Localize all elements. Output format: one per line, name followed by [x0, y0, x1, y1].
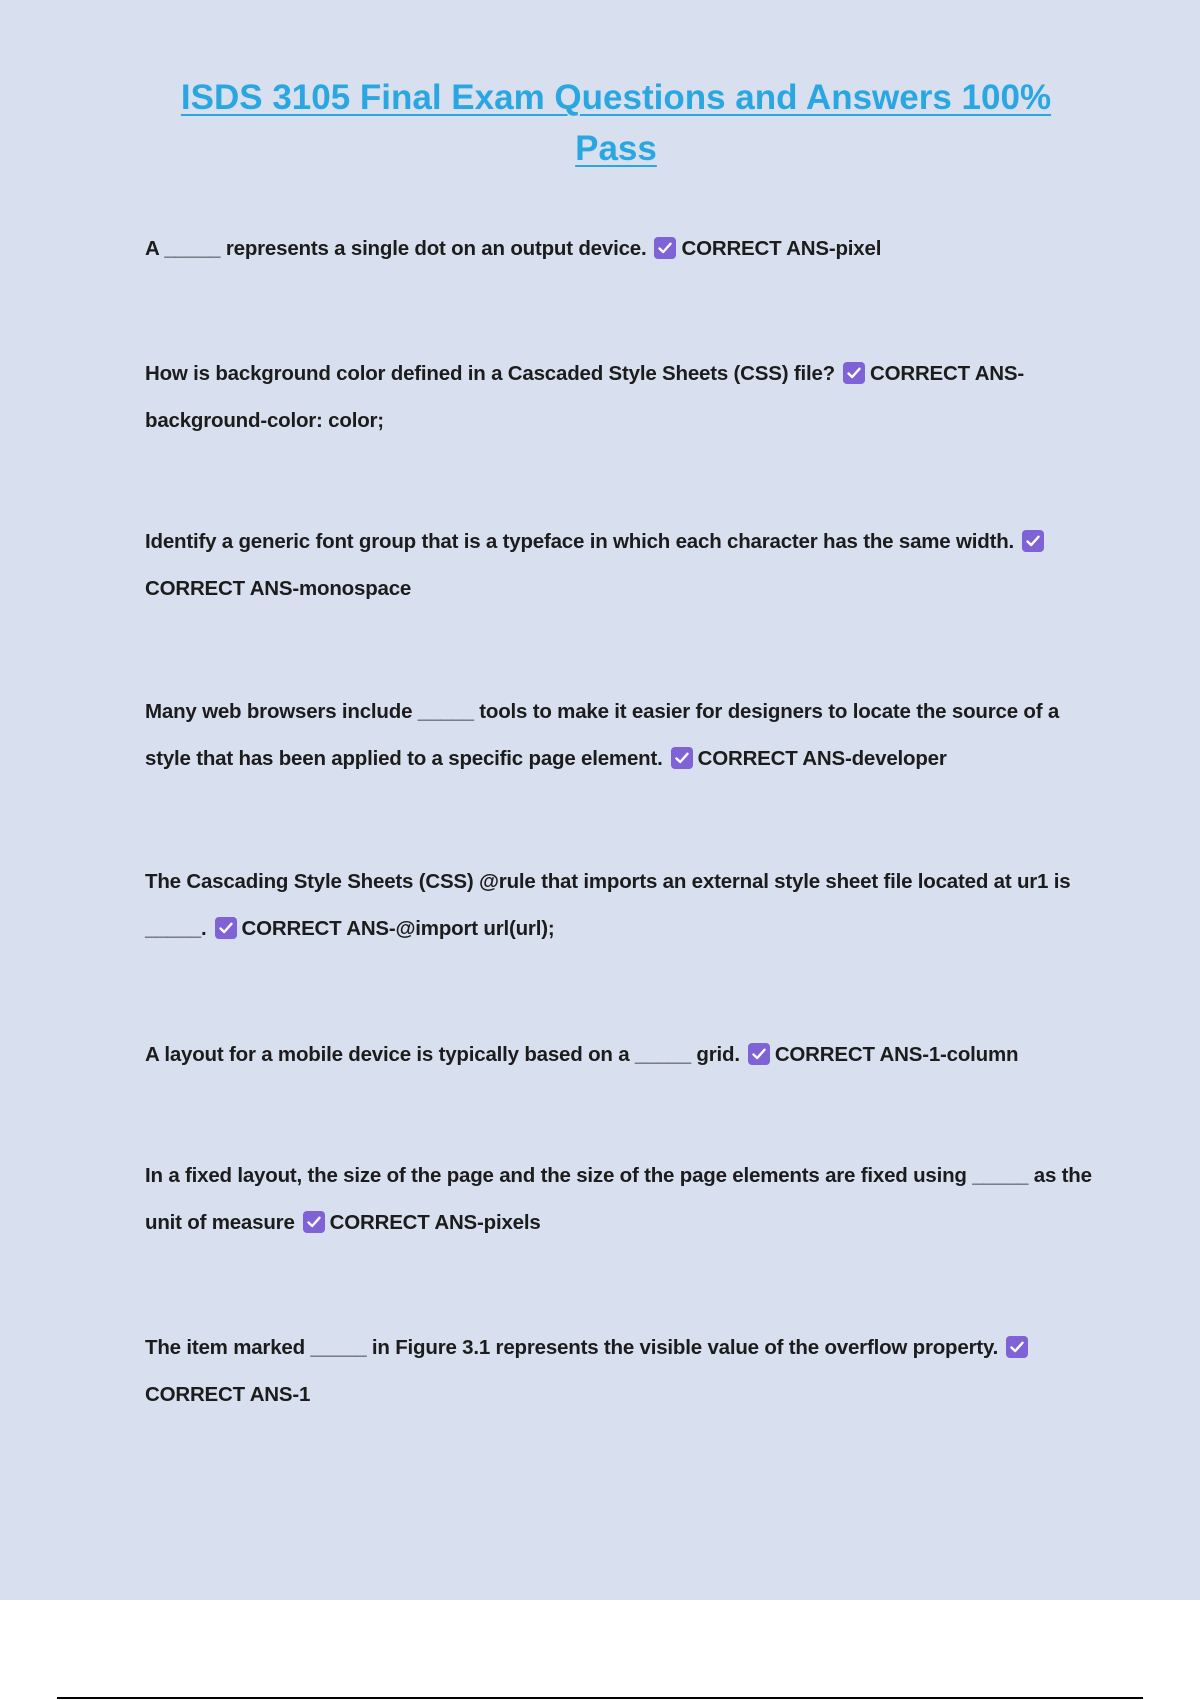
answer-text: CORRECT ANS-developer — [697, 747, 947, 770]
question-text: In a fixed layout, the size of the page and the size of the page elements are fixed using _____ as the unit of measure — [145, 1164, 1092, 1234]
question-text: A layout for a mobile device is typically based on a _____ grid. — [145, 1043, 740, 1066]
answer-text: CORRECT ANS-@import url(url); — [241, 917, 555, 940]
checkbox-checked-icon — [303, 1211, 325, 1233]
qa-item-8 — [145, 1324, 1095, 1418]
checkbox-checked-icon — [654, 237, 676, 259]
qa-item-4 — [145, 688, 1095, 782]
answer-text: CORRECT ANS-1-column — [774, 1043, 1019, 1066]
answer-text: CORRECT ANS-background-color: color; — [145, 362, 1025, 432]
checkbox-checked-icon — [843, 362, 865, 384]
question-text: How is background color defined in a Cascaded Style Sheets (CSS) file? — [145, 362, 835, 385]
checkbox-checked-icon — [215, 917, 237, 939]
answer-text: CORRECT ANS-pixels — [329, 1211, 541, 1234]
qa-item-7 — [145, 1152, 1095, 1246]
question-text: Many web browsers include _____ tools to make it easier for designers to locate the source of a style that has been applied to a specific page element. — [145, 700, 1060, 770]
qa-item-3 — [145, 518, 1095, 612]
qa-item-6 — [145, 1031, 1095, 1078]
question-text: The Cascading Style Sheets (CSS) @rule that imports an external style sheet file located at ur1 is _____. — [145, 870, 1071, 940]
answer-text: CORRECT ANS-pixel — [681, 237, 882, 260]
checkbox-checked-icon — [1006, 1336, 1028, 1358]
question-text: A _____ represents a single dot on an output device. — [145, 237, 647, 260]
answer-text: CORRECT ANS-1 — [145, 1383, 311, 1406]
document-title: ISDS 3105 Final Exam Questions and Answers 100% Pass — [180, 78, 1052, 168]
footer-rule — [57, 1697, 1143, 1699]
qa-item-2 — [145, 350, 1095, 444]
question-text: Identify a generic font group that is a typeface in which each character has the same width. — [145, 530, 1015, 553]
checkbox-checked-icon — [671, 747, 693, 769]
qa-item-1 — [145, 225, 1095, 272]
answer-text: CORRECT ANS-monospace — [145, 577, 412, 600]
qa-item-5 — [145, 858, 1095, 952]
checkbox-checked-icon — [748, 1043, 770, 1065]
checkbox-checked-icon — [1022, 530, 1044, 552]
question-text: The item marked _____ in Figure 3.1 represents the visible value of the overflow property. — [145, 1336, 999, 1359]
